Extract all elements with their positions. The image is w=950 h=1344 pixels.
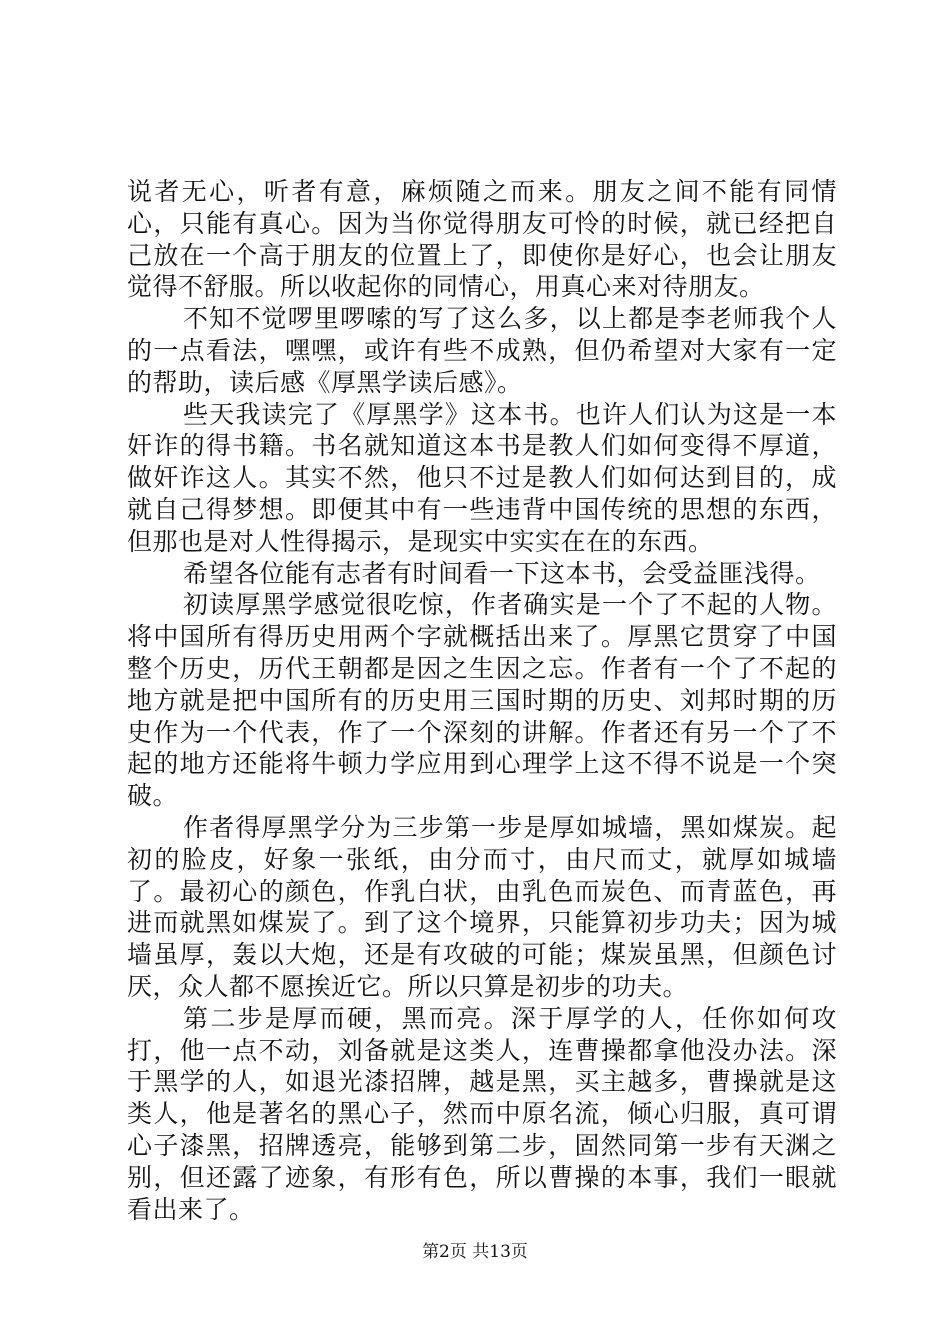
paragraph-4: 希望各位能有志者有时间看一下这本书，会受益匪浅得。 bbox=[183, 558, 821, 588]
page-footer: 第2页 共13页 bbox=[422, 1242, 528, 1262]
paragraph-3: 些天我读完了《厚黑学》这本书。也许人们认为这是一本奸诈的得书籍。书名就知道这本书是教人们如何变得不厚道，做奸诈这人。其实不然，他只不过是教人们如何达到目的，成就自己得梦想。即便其中有一些违背中国传统的思想的东西，但那也是对人性得揭示，是现实中实实在在的东西。 bbox=[127, 399, 837, 556]
paragraph-6: 作者得厚黑学分为三步第一步是厚如城墙，黑如煤炭。起初的脸皮，好象一张纸，由分而寸，由尺而丈，就厚如城墙了。最初心的颜色，作乳白状，由乳色而炭色、而青蓝色，再进而就黑如煤炭了。到了这个境界，只能算初步功夫；因为城墙虽厚，轰以大炮，还是有攻破的可能；煤炭虽黑，但颜色讨厌，众人都不愿挨近它。所以只算是初步的功夫。 bbox=[127, 812, 837, 1001]
document-body bbox=[127, 176, 837, 1225]
paragraph-7: 第二步是厚而硬，黑而亮。深于厚学的人，任你如何攻打，他一点不动，刘备就是这类人，连曹操都拿他没办法。深于黑学的人，如退光漆招牌，越是黑，买主越多，曹操就是这类人，他是著名的黑心子，然而中原名流，倾心归服，真可谓心子漆黑，招牌透亮，能够到第二步，固然同第一步有天渊之别，但还露了迹象，有形有色，所以曹操的本事，我们一眼就看出来了。 bbox=[127, 1003, 837, 1224]
paragraph-5: 初读厚黑学感觉很吃惊，作者确实是一个了不起的人物。将中国所有得历史用两个字就概括出来了。厚黑它贯穿了中国整个历史，历代王朝都是因之生因之忘。作者有一个了不起的地方就是把中国所有的历史用三国时期的历史、刘邦时期的历史作为一个代表，作了一个深刻的讲解。作者还有另一个了不起的地方还能将牛顿力学应用到心理学上这不得不说是一个突破。 bbox=[127, 590, 837, 811]
paragraph-1: 说者无心，听者有意，麻烦随之而来。朋友之间不能有同情心，只能有真心。因为当你觉得朋友可怜的时候，就已经把自己放在一个高于朋友的位置上了，即使你是好心，也会让朋友觉得不舒服。所以收起你的同情心，用真心来对待朋友。 bbox=[127, 177, 837, 302]
paragraph-2: 不知不觉啰里啰嗦的写了这么多，以上都是李老师我个人的一点看法，嘿嘿，或许有些不成熟，但仍希望对大家有一定的帮助，读后感《厚黑学读后感》。 bbox=[127, 304, 837, 397]
